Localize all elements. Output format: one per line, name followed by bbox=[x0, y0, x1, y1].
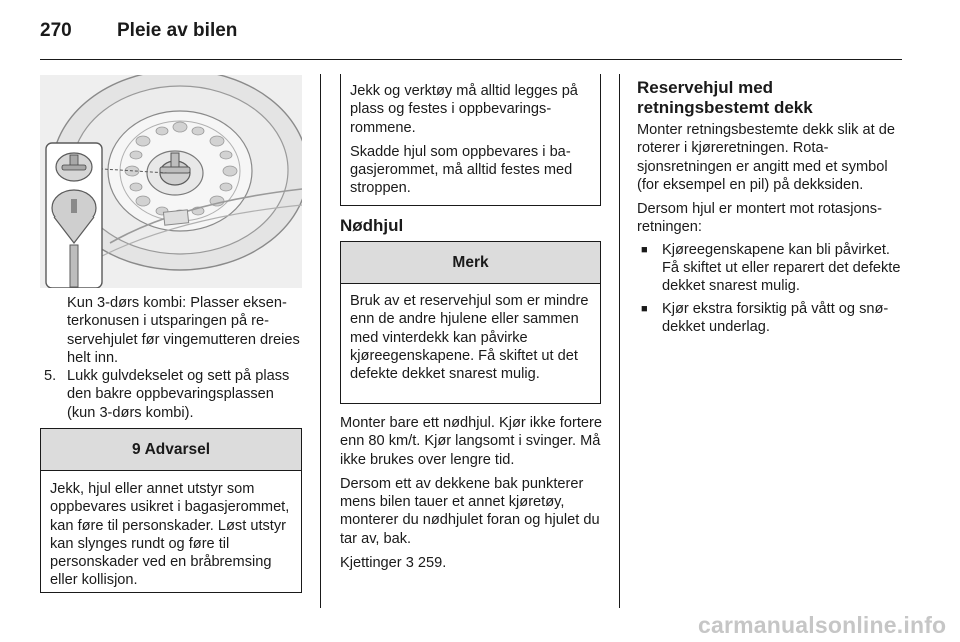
heading-directional-spare: Reservehjul med retningsbestemt dekk bbox=[637, 78, 813, 117]
warning-icon: 9 bbox=[131, 440, 141, 458]
nodhjul-paragraph-1: Monter bare ett nødhjul. Kjør ikke fortere enn 80 km/t. Kjør langsomt i svinger. Må ikke brukes over lengre tid. bbox=[340, 415, 602, 468]
header-divider bbox=[40, 59, 902, 60]
page-number: 270 bbox=[40, 20, 72, 41]
jack-paragraph-1: Jekk og verktøy må alltid legges på plass og festes i oppbevaringsrommene. bbox=[350, 83, 578, 136]
continuation-paragraph: Kun 3-dørs kombi: Plasser eksenterkonusen i utsparingen på reservehjulet før vingemutteren dreies helt inn. bbox=[67, 295, 300, 366]
heading-nodhjul: Nødhjul bbox=[340, 216, 404, 235]
nodhjul-text bbox=[340, 414, 606, 572]
column-divider-2 bbox=[619, 74, 620, 608]
bullet-square-icon: ■ bbox=[641, 243, 648, 256]
watermark: carmanualsonline.info bbox=[698, 612, 947, 638]
note-title: Merk bbox=[341, 242, 600, 284]
jack-paragraph-2: Skadde hjul som oppbevares i bagasjerommet, må alltid festes med stroppen. bbox=[350, 143, 573, 197]
bullet-item bbox=[637, 300, 911, 337]
warning-body: Jekk, hjul eller annet utstyr som oppbevares usikret i bagasjerommet, kan føre til personskader. Løst utstyr kan slynges rundt og føre til personskader ved en bråbremsing eller kollisjon. bbox=[50, 481, 290, 589]
bullet-text: Kjør ekstra forsiktig på vått og snødekket underlag. bbox=[662, 300, 889, 335]
nodhjul-paragraph-2: Dersom ett av dekkene bak punkterer mens bilen tauer et annet kjøretøy, monterer du nødhjulet foran og hjulet du tar av, bak. bbox=[340, 475, 600, 547]
warning-header bbox=[41, 429, 301, 471]
note-body: Bruk av et reservehjul som er mindre enn de andre hjulene eller sammen med vinterdekk kan påvirke kjøreegenskapene. Få skiftet ut det defekte dekket snarest mulig. bbox=[350, 293, 589, 383]
directional-paragraph-2: Dersom hjul er montert mot rotasjonsretningen: bbox=[637, 201, 882, 236]
bullet-item bbox=[637, 241, 911, 296]
spare-wheel-illustration bbox=[40, 75, 302, 288]
chains-page-link[interactable]: 259. bbox=[417, 555, 447, 572]
page-title: Pleie av bilen bbox=[117, 20, 238, 41]
jack-storage-box bbox=[340, 74, 601, 206]
chains-reference bbox=[340, 554, 606, 572]
step-text: Lukk gulvdekselet og sett på plass den bakre oppbevaringsplassen (kun 3-dørs kombi). bbox=[67, 368, 290, 421]
chains-label: Kjettinger bbox=[340, 555, 402, 572]
bullet-square-icon: ■ bbox=[641, 302, 648, 315]
reference-arrow-icon: 3 bbox=[405, 555, 414, 572]
directional-text bbox=[637, 121, 911, 336]
step-number: 5. bbox=[44, 368, 57, 384]
directional-paragraph-1: Monter retningsbestemte dekk slik at de roterer i kjøreretningen. Rotasjonsretningen er angitt med et symbol (for eksempel en pil) på dekksiden. bbox=[637, 122, 895, 193]
bullet-text: Kjøreegenskapene kan bli påvirket. Få skiftet ut eller reparert det defekte dekket snarest mulig. bbox=[662, 241, 901, 295]
step-5 bbox=[44, 367, 306, 422]
warning-box bbox=[40, 428, 302, 593]
warning-title: Advarsel bbox=[144, 440, 211, 458]
note-box bbox=[340, 241, 601, 404]
column-divider-1 bbox=[320, 74, 321, 608]
